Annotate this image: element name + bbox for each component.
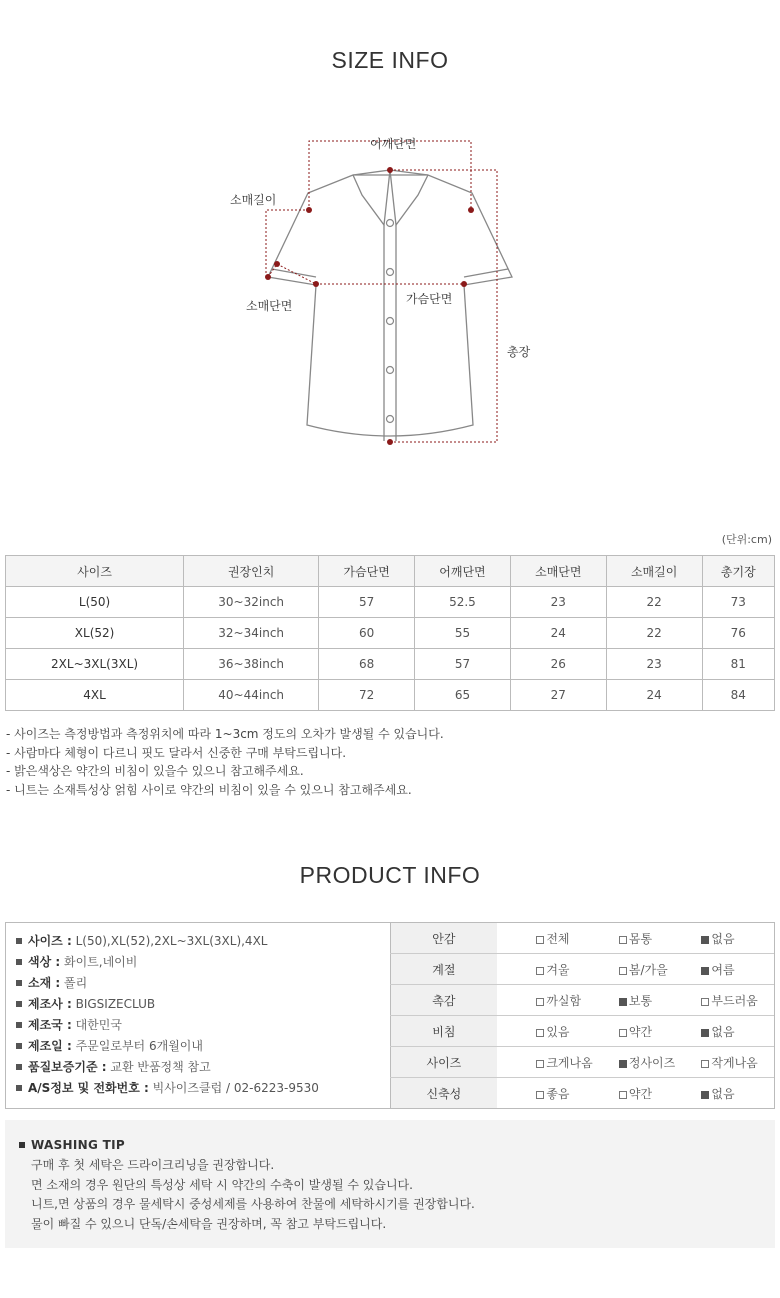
detail-label: 제조일 : bbox=[28, 1039, 72, 1053]
detail-value: 화이트,네이비 bbox=[64, 955, 138, 969]
washing-tip-line: 구매 후 첫 세탁은 드라이크리닝을 권장합니다. bbox=[31, 1158, 275, 1172]
shirt-size-diagram bbox=[220, 125, 550, 455]
bullet-icon bbox=[16, 938, 22, 944]
spec-row bbox=[391, 1016, 775, 1047]
header-cell: 소매길이 bbox=[606, 556, 702, 587]
size-table-header-row bbox=[6, 556, 775, 587]
spec-option bbox=[609, 985, 692, 1016]
header-cell: 소매단면 bbox=[510, 556, 606, 587]
table-row bbox=[6, 649, 775, 680]
spec-spacer bbox=[497, 1016, 527, 1047]
spec-option bbox=[691, 1047, 774, 1078]
spec-row bbox=[391, 985, 775, 1016]
bullet-icon bbox=[19, 1142, 25, 1148]
bullet-icon bbox=[16, 1022, 22, 1028]
bullet-icon bbox=[16, 1064, 22, 1070]
bullet-icon bbox=[16, 980, 22, 986]
detail-row bbox=[16, 973, 319, 994]
spec-option bbox=[609, 954, 692, 985]
detail-label: 소재 : bbox=[28, 976, 61, 990]
table-cell: 81 bbox=[702, 649, 774, 680]
detail-row bbox=[16, 1036, 319, 1057]
checked-box-icon bbox=[701, 936, 709, 944]
spec-option bbox=[609, 1016, 692, 1047]
spec-option-label: 작게나옴 bbox=[711, 1055, 758, 1070]
detail-label: 품질보증기준 : bbox=[28, 1060, 107, 1074]
header-cell: 권장인치 bbox=[184, 556, 319, 587]
spec-option bbox=[609, 923, 692, 954]
table-cell: 68 bbox=[319, 649, 415, 680]
checked-box-icon bbox=[701, 967, 709, 975]
header-cell: 사이즈 bbox=[6, 556, 184, 587]
table-cell: 40~44inch bbox=[184, 680, 319, 711]
table-cell: 36~38inch bbox=[184, 649, 319, 680]
washing-tip-line: 면 소재의 경우 원단의 특성상 세탁 시 약간의 수축이 발생될 수 있습니다. bbox=[31, 1177, 413, 1192]
spec-row bbox=[391, 923, 775, 954]
spec-option-label: 약간 bbox=[628, 1086, 653, 1101]
table-cell: 32~34inch bbox=[184, 618, 319, 649]
detail-row bbox=[16, 952, 319, 973]
checked-box-icon bbox=[619, 998, 627, 1006]
spec-option-label: 좋음 bbox=[546, 1086, 570, 1101]
header-cell: 어깨단면 bbox=[415, 556, 511, 587]
header-cell: 총기장 bbox=[702, 556, 774, 587]
table-cell: 72 bbox=[319, 680, 415, 711]
spec-spacer bbox=[497, 985, 527, 1016]
table-cell: 2XL~3XL(3XL) bbox=[6, 649, 184, 680]
unchecked-box-icon bbox=[619, 936, 627, 944]
unchecked-box-icon bbox=[619, 967, 627, 975]
unchecked-box-icon bbox=[701, 998, 709, 1006]
note-line: - 니트는 소재특성상 얽힘 사이로 약간의 비침이 있을 수 있으니 참고해주세요. bbox=[6, 782, 412, 797]
spec-option-label: 약간 bbox=[628, 1024, 653, 1039]
bullet-icon bbox=[16, 959, 22, 965]
header-cell: 가슴단면 bbox=[319, 556, 415, 587]
spec-option bbox=[526, 954, 609, 985]
table-row bbox=[6, 618, 775, 649]
spec-spacer bbox=[497, 1078, 527, 1109]
unchecked-box-icon bbox=[701, 1060, 709, 1068]
table-cell: 23 bbox=[606, 649, 702, 680]
sleeve-width-label: 소매단면 bbox=[246, 299, 293, 313]
size-table bbox=[5, 555, 775, 711]
detail-value: BIGSIZECLUB bbox=[75, 997, 156, 1011]
chest-label: 가슴단면 bbox=[406, 292, 453, 306]
spec-option bbox=[526, 985, 609, 1016]
spec-spacer bbox=[497, 923, 527, 954]
spec-option bbox=[691, 985, 774, 1016]
spec-option bbox=[691, 1016, 774, 1047]
washing-tip-lines bbox=[31, 1156, 475, 1234]
detail-value: 주문일로부터 6개월이내 bbox=[75, 1039, 203, 1053]
spec-spacer bbox=[497, 954, 527, 985]
spec-option bbox=[691, 1078, 774, 1109]
table-cell: 24 bbox=[510, 618, 606, 649]
table-cell: 60 bbox=[319, 618, 415, 649]
unchecked-box-icon bbox=[619, 1029, 627, 1037]
detail-value: 폴리 bbox=[64, 976, 88, 990]
spec-option-label: 없음 bbox=[711, 931, 735, 946]
spec-option-label: 여름 bbox=[711, 962, 735, 977]
table-cell: 52.5 bbox=[415, 587, 511, 618]
table-cell: 30~32inch bbox=[184, 587, 319, 618]
washing-tip-title bbox=[19, 1138, 125, 1152]
spec-option bbox=[609, 1047, 692, 1078]
table-cell: 26 bbox=[510, 649, 606, 680]
total-length-label: 총장 bbox=[507, 345, 531, 359]
spec-option bbox=[609, 1078, 692, 1109]
spec-row bbox=[391, 1047, 775, 1078]
spec-label: 비침 bbox=[391, 1016, 497, 1047]
detail-label: 제조사 : bbox=[28, 997, 72, 1011]
spec-option-label: 보통 bbox=[628, 993, 653, 1008]
spec-spacer bbox=[497, 1047, 527, 1078]
detail-row bbox=[16, 1078, 319, 1099]
detail-label: 색상 : bbox=[28, 955, 61, 969]
shirt-illustration bbox=[220, 125, 550, 455]
table-cell: 65 bbox=[415, 680, 511, 711]
spec-option-label: 전체 bbox=[546, 931, 570, 946]
washing-tip-line: 물이 빠질 수 있으니 단독/손세탁을 권장하며, 꼭 참고 부탁드립니다. bbox=[31, 1216, 387, 1231]
shoulder-label: 어깨단면 bbox=[370, 137, 417, 151]
table-cell: 76 bbox=[702, 618, 774, 649]
unchecked-box-icon bbox=[536, 1029, 544, 1037]
unchecked-box-icon bbox=[536, 1091, 544, 1099]
table-cell: 22 bbox=[606, 587, 702, 618]
spec-option-label: 몸통 bbox=[628, 931, 653, 946]
table-row bbox=[6, 587, 775, 618]
table-row bbox=[6, 680, 775, 711]
spec-option-label: 부드러움 bbox=[711, 993, 758, 1008]
table-cell: 22 bbox=[606, 618, 702, 649]
table-cell: 73 bbox=[702, 587, 774, 618]
unchecked-box-icon bbox=[536, 936, 544, 944]
checked-box-icon bbox=[701, 1029, 709, 1037]
table-cell: 4XL bbox=[6, 680, 184, 711]
unchecked-box-icon bbox=[536, 967, 544, 975]
table-cell: L(50) bbox=[6, 587, 184, 618]
detail-label: 제조국 : bbox=[28, 1018, 72, 1032]
spec-option bbox=[526, 1016, 609, 1047]
table-cell: 57 bbox=[319, 587, 415, 618]
product-info-title: PRODUCT INFO bbox=[299, 862, 481, 888]
spec-option bbox=[526, 1047, 609, 1078]
spec-table bbox=[390, 923, 774, 1108]
unchecked-box-icon bbox=[619, 1091, 627, 1099]
detail-label: 사이즈 : bbox=[28, 934, 72, 948]
washing-tip-box bbox=[5, 1120, 775, 1248]
checked-box-icon bbox=[619, 1060, 627, 1068]
spec-label: 안감 bbox=[391, 923, 497, 954]
note-line: - 사람마다 체형이 다르니 핏도 달라서 신중한 구매 부탁드립니다. bbox=[6, 745, 347, 760]
unchecked-box-icon bbox=[536, 1060, 544, 1068]
checked-box-icon bbox=[701, 1091, 709, 1099]
bullet-icon bbox=[16, 1001, 22, 1007]
spec-option-label: 없음 bbox=[711, 1086, 735, 1101]
detail-row bbox=[16, 931, 319, 952]
unchecked-box-icon bbox=[536, 998, 544, 1006]
bullet-icon bbox=[16, 1043, 22, 1049]
spec-option bbox=[691, 954, 774, 985]
spec-option bbox=[526, 923, 609, 954]
washing-tip-line: 니트,면 상품의 경우 물세탁시 중성세제를 사용하여 찬물에 세탁하시기를 권장합니다. bbox=[31, 1197, 475, 1211]
spec-label: 신축성 bbox=[391, 1078, 497, 1109]
spec-row bbox=[391, 954, 775, 985]
spec-label: 촉감 bbox=[391, 985, 497, 1016]
spec-label: 계절 bbox=[391, 954, 497, 985]
spec-option bbox=[526, 1078, 609, 1109]
table-cell: XL(52) bbox=[6, 618, 184, 649]
spec-option-label: 봄/가을 bbox=[628, 962, 668, 977]
size-notes bbox=[6, 725, 444, 799]
product-details bbox=[16, 931, 319, 1099]
table-cell: 27 bbox=[510, 680, 606, 711]
unit-label: (단위:cm) bbox=[721, 533, 772, 546]
detail-value: L(50),XL(52),2XL~3XL(3XL),4XL bbox=[75, 934, 268, 948]
detail-value: 교환 반품정책 참고 bbox=[110, 1060, 211, 1074]
detail-row bbox=[16, 1015, 319, 1036]
table-cell: 24 bbox=[606, 680, 702, 711]
table-cell: 57 bbox=[415, 649, 511, 680]
spec-label: 사이즈 bbox=[391, 1047, 497, 1078]
size-info-title: SIZE INFO bbox=[331, 47, 449, 73]
detail-row bbox=[16, 994, 319, 1015]
spec-option-label: 까실함 bbox=[546, 993, 582, 1008]
spec-row bbox=[391, 1078, 775, 1109]
table-cell: 23 bbox=[510, 587, 606, 618]
spec-option-label: 정사이즈 bbox=[628, 1055, 676, 1070]
detail-row bbox=[16, 1057, 319, 1078]
detail-value: 빅사이즈클럽 / 02-6223-9530 bbox=[152, 1081, 319, 1095]
product-info-box bbox=[5, 922, 775, 1109]
note-line: - 사이즈는 측정방법과 측정위치에 따라 1~3cm 정도의 오차가 발생될 수 있습니다. bbox=[6, 727, 444, 741]
table-cell: 55 bbox=[415, 618, 511, 649]
table-cell: 84 bbox=[702, 680, 774, 711]
note-line: - 밝은색상은 약간의 비침이 있을수 있으니 참고해주세요. bbox=[6, 764, 304, 778]
detail-label: A/S정보 및 전화번호 : bbox=[28, 1081, 149, 1095]
washing-tip-title-text: WASHING TIP bbox=[31, 1138, 125, 1152]
detail-value: 대한민국 bbox=[75, 1018, 122, 1032]
spec-option-label: 겨울 bbox=[546, 962, 570, 977]
spec-option bbox=[691, 923, 774, 954]
bullet-icon bbox=[16, 1085, 22, 1091]
sleeve-length-label: 소매길이 bbox=[230, 193, 277, 207]
spec-option-label: 크게나옴 bbox=[546, 1055, 593, 1070]
spec-option-label: 있음 bbox=[546, 1024, 570, 1039]
spec-option-label: 없음 bbox=[711, 1024, 735, 1039]
